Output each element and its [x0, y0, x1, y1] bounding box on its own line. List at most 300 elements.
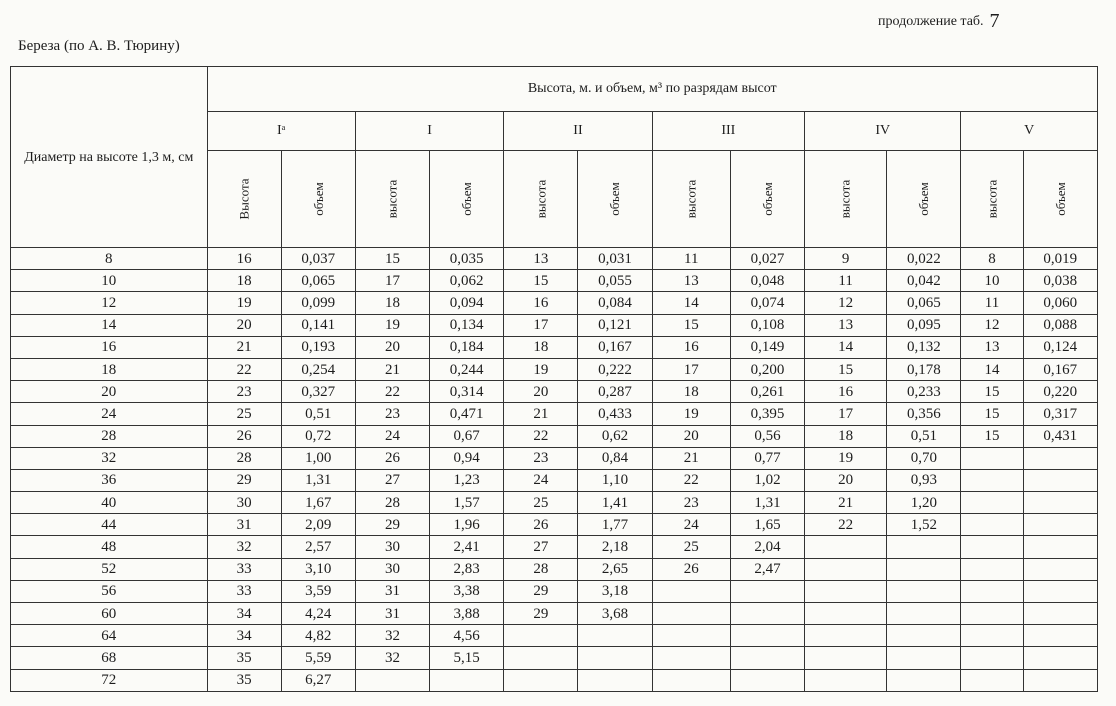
- volume-subheader: [1023, 151, 1097, 248]
- table-body: [11, 248, 1098, 692]
- table-row: [11, 358, 1098, 380]
- diameter-cell: 20: [11, 381, 208, 403]
- volume-cell: 0,84: [578, 447, 652, 469]
- height-cell: 26: [355, 447, 429, 469]
- diameter-cell: 52: [11, 558, 208, 580]
- volume-cell: 0,088: [1023, 314, 1097, 336]
- volume-cell: 0,094: [430, 292, 504, 314]
- volume-cell: 0,471: [430, 403, 504, 425]
- table-number: 7: [989, 10, 1000, 32]
- volume-cell: 0,261: [730, 381, 804, 403]
- table-row: [11, 558, 1098, 580]
- volume-subheader: [281, 151, 355, 248]
- volume-cell: [578, 669, 652, 691]
- diameter-cell: 32: [11, 447, 208, 469]
- height-subheader: [805, 151, 887, 248]
- diameter-cell: 36: [11, 469, 208, 491]
- height-class-header: I: [355, 112, 503, 151]
- volume-cell: [730, 603, 804, 625]
- height-cell: 13: [961, 336, 1023, 358]
- height-cell: 18: [652, 381, 730, 403]
- height-class-header: III: [652, 112, 804, 151]
- subheader-label: объем: [607, 181, 623, 216]
- height-cell: 21: [652, 447, 730, 469]
- height-cell: 16: [207, 248, 281, 270]
- volume-cell: 0,56: [730, 425, 804, 447]
- height-cell: [961, 492, 1023, 514]
- subheader-label: Высота: [236, 177, 252, 220]
- height-cell: [961, 580, 1023, 602]
- height-cell: [805, 669, 887, 691]
- diameter-cell: 72: [11, 669, 208, 691]
- height-cell: 12: [961, 314, 1023, 336]
- height-cell: 30: [207, 492, 281, 514]
- height-cell: 19: [355, 314, 429, 336]
- volume-cell: 3,38: [430, 580, 504, 602]
- height-cell: 28: [207, 447, 281, 469]
- height-cell: 26: [652, 558, 730, 580]
- height-cell: 21: [504, 403, 578, 425]
- height-cell: 22: [355, 381, 429, 403]
- volume-cell: 4,82: [281, 625, 355, 647]
- height-cell: 20: [504, 381, 578, 403]
- height-cell: [805, 558, 887, 580]
- volume-cell: 3,88: [430, 603, 504, 625]
- volume-cell: [1023, 647, 1097, 669]
- height-cell: 10: [961, 270, 1023, 292]
- table-row: [11, 492, 1098, 514]
- volume-cell: 0,038: [1023, 270, 1097, 292]
- height-cell: 20: [355, 336, 429, 358]
- subheader-label: высота: [384, 179, 400, 218]
- table-row: [11, 647, 1098, 669]
- diameter-cell: 12: [11, 292, 208, 314]
- volume-cell: 1,10: [578, 469, 652, 491]
- diameter-cell: 64: [11, 625, 208, 647]
- height-cell: 23: [355, 403, 429, 425]
- volume-cell: 1,52: [887, 514, 961, 536]
- height-cell: 15: [355, 248, 429, 270]
- height-cell: [504, 625, 578, 647]
- volume-cell: 0,287: [578, 381, 652, 403]
- table-row: [11, 447, 1098, 469]
- volume-cell: 1,23: [430, 469, 504, 491]
- table-header: [11, 67, 1098, 248]
- volume-cell: [1023, 625, 1097, 647]
- volume-cell: 0,019: [1023, 248, 1097, 270]
- height-cell: 24: [652, 514, 730, 536]
- subheader-label: высота: [532, 179, 548, 218]
- height-cell: [961, 647, 1023, 669]
- birch-volume-table: [10, 66, 1098, 692]
- volume-cell: [578, 647, 652, 669]
- height-cell: 18: [805, 425, 887, 447]
- volume-cell: 0,055: [578, 270, 652, 292]
- volume-cell: [730, 580, 804, 602]
- diameter-cell: 28: [11, 425, 208, 447]
- volume-cell: 0,065: [281, 270, 355, 292]
- height-cell: [961, 469, 1023, 491]
- height-cell: 17: [652, 358, 730, 380]
- volume-cell: 0,433: [578, 403, 652, 425]
- volume-cell: 0,62: [578, 425, 652, 447]
- volume-cell: [887, 625, 961, 647]
- height-cell: 18: [504, 336, 578, 358]
- height-cell: 12: [805, 292, 887, 314]
- diameter-cell: 18: [11, 358, 208, 380]
- volume-cell: 0,037: [281, 248, 355, 270]
- height-cell: 24: [355, 425, 429, 447]
- height-cell: 26: [504, 514, 578, 536]
- volume-cell: 1,20: [887, 492, 961, 514]
- volume-cell: 2,47: [730, 558, 804, 580]
- height-cell: [805, 580, 887, 602]
- volume-cell: 1,31: [281, 469, 355, 491]
- volume-cell: 1,65: [730, 514, 804, 536]
- volume-cell: [1023, 558, 1097, 580]
- height-cell: 17: [504, 314, 578, 336]
- height-cell: [805, 625, 887, 647]
- group-header-label: Высота, м. и объем, м³ по разрядам высот: [527, 81, 777, 96]
- table-row: [11, 580, 1098, 602]
- height-cell: 28: [504, 558, 578, 580]
- volume-cell: 0,356: [887, 403, 961, 425]
- height-cell: [652, 625, 730, 647]
- volume-cell: 0,51: [281, 403, 355, 425]
- table-row: [11, 425, 1098, 447]
- volume-cell: 0,395: [730, 403, 804, 425]
- height-class-header: IV: [805, 112, 961, 151]
- height-cell: 25: [504, 492, 578, 514]
- height-cell: 29: [207, 469, 281, 491]
- volume-cell: [730, 625, 804, 647]
- diameter-header: Диаметр на высоте 1,3 м, см: [11, 67, 208, 248]
- volume-cell: 0,67: [430, 425, 504, 447]
- volume-cell: 0,149: [730, 336, 804, 358]
- volume-cell: 0,108: [730, 314, 804, 336]
- height-cell: 25: [207, 403, 281, 425]
- volume-cell: [1023, 514, 1097, 536]
- volume-cell: 0,035: [430, 248, 504, 270]
- volume-cell: 0,074: [730, 292, 804, 314]
- volume-cell: [887, 580, 961, 602]
- height-cell: 14: [961, 358, 1023, 380]
- height-cell: 13: [652, 270, 730, 292]
- height-cell: [652, 603, 730, 625]
- volume-cell: 0,327: [281, 381, 355, 403]
- height-cell: 29: [504, 580, 578, 602]
- volume-cell: [887, 669, 961, 691]
- diameter-cell: 24: [11, 403, 208, 425]
- height-cell: 18: [355, 292, 429, 314]
- table-row: [11, 669, 1098, 691]
- diameter-cell: 14: [11, 314, 208, 336]
- height-subheader: [355, 151, 429, 248]
- height-subheader: [961, 151, 1023, 248]
- volume-cell: [887, 558, 961, 580]
- height-cell: 22: [504, 425, 578, 447]
- volume-cell: 0,184: [430, 336, 504, 358]
- height-cell: 13: [805, 314, 887, 336]
- volume-cell: 0,94: [430, 447, 504, 469]
- volume-cell: 0,048: [730, 270, 804, 292]
- volume-cell: 2,57: [281, 536, 355, 558]
- volume-cell: 0,51: [887, 425, 961, 447]
- volume-cell: 2,18: [578, 536, 652, 558]
- subheader-label: объем: [915, 181, 931, 216]
- height-cell: [805, 603, 887, 625]
- height-cell: 18: [207, 270, 281, 292]
- volume-cell: [1023, 447, 1097, 469]
- volume-cell: 1,77: [578, 514, 652, 536]
- height-cell: 24: [504, 469, 578, 491]
- height-class-header: Iᵃ: [207, 112, 355, 151]
- height-cell: 13: [504, 248, 578, 270]
- volume-cell: 0,042: [887, 270, 961, 292]
- height-cell: 16: [652, 336, 730, 358]
- height-cell: [355, 669, 429, 691]
- volume-cell: [1023, 580, 1097, 602]
- height-cell: 23: [504, 447, 578, 469]
- height-cell: 14: [652, 292, 730, 314]
- diameter-cell: 68: [11, 647, 208, 669]
- height-cell: 21: [207, 336, 281, 358]
- volume-cell: 1,31: [730, 492, 804, 514]
- volume-cell: 0,084: [578, 292, 652, 314]
- height-cell: 22: [652, 469, 730, 491]
- volume-cell: 0,132: [887, 336, 961, 358]
- diameter-cell: 60: [11, 603, 208, 625]
- subheader-label: высота: [984, 179, 1000, 218]
- height-subheader: [207, 151, 281, 248]
- height-cell: 11: [652, 248, 730, 270]
- table-row: [11, 381, 1098, 403]
- height-cell: 33: [207, 558, 281, 580]
- volume-cell: [1023, 536, 1097, 558]
- continuation-caption: [878, 8, 1000, 31]
- volume-cell: 0,178: [887, 358, 961, 380]
- height-cell: 14: [805, 336, 887, 358]
- volume-cell: [887, 603, 961, 625]
- volume-cell: 0,022: [887, 248, 961, 270]
- volume-cell: 0,027: [730, 248, 804, 270]
- volume-subheader: [730, 151, 804, 248]
- volume-cell: 0,193: [281, 336, 355, 358]
- volume-cell: 3,18: [578, 580, 652, 602]
- volume-cell: 1,00: [281, 447, 355, 469]
- diameter-cell: 8: [11, 248, 208, 270]
- height-cell: [961, 536, 1023, 558]
- table-row: [11, 469, 1098, 491]
- height-subheader: [504, 151, 578, 248]
- volume-cell: 0,141: [281, 314, 355, 336]
- height-cell: 20: [652, 425, 730, 447]
- volume-cell: 0,121: [578, 314, 652, 336]
- volume-cell: 5,15: [430, 647, 504, 669]
- height-class-header: V: [961, 112, 1098, 151]
- volume-cell: 0,431: [1023, 425, 1097, 447]
- volume-cell: 1,96: [430, 514, 504, 536]
- volume-cell: 0,222: [578, 358, 652, 380]
- volume-subheader: [578, 151, 652, 248]
- volume-cell: [1023, 492, 1097, 514]
- volume-cell: 0,93: [887, 469, 961, 491]
- height-cell: 20: [207, 314, 281, 336]
- volume-cell: [887, 536, 961, 558]
- volume-cell: 0,314: [430, 381, 504, 403]
- height-cell: 11: [961, 292, 1023, 314]
- height-cell: 17: [355, 270, 429, 292]
- height-cell: 25: [652, 536, 730, 558]
- height-cell: [652, 580, 730, 602]
- height-cell: 31: [355, 603, 429, 625]
- height-cell: [805, 536, 887, 558]
- subheader-label: высота: [837, 179, 853, 218]
- table-row: [11, 625, 1098, 647]
- table-row: [11, 336, 1098, 358]
- volume-cell: 2,04: [730, 536, 804, 558]
- volume-cell: [887, 647, 961, 669]
- height-cell: 26: [207, 425, 281, 447]
- height-cell: 32: [355, 625, 429, 647]
- subheader-label: объем: [310, 181, 326, 216]
- height-cell: [652, 669, 730, 691]
- table-row: [11, 536, 1098, 558]
- height-cell: 15: [652, 314, 730, 336]
- volume-cell: 0,254: [281, 358, 355, 380]
- height-cell: 22: [805, 514, 887, 536]
- height-cell: 33: [207, 580, 281, 602]
- height-cell: 9: [805, 248, 887, 270]
- height-cell: [652, 647, 730, 669]
- height-cell: 30: [355, 558, 429, 580]
- height-cell: 28: [355, 492, 429, 514]
- height-cell: [961, 447, 1023, 469]
- volume-cell: 0,70: [887, 447, 961, 469]
- volume-cell: 1,67: [281, 492, 355, 514]
- volume-cell: 0,72: [281, 425, 355, 447]
- volume-cell: 0,233: [887, 381, 961, 403]
- height-cell: 17: [805, 403, 887, 425]
- volume-cell: 5,59: [281, 647, 355, 669]
- volume-cell: 0,244: [430, 358, 504, 380]
- height-cell: 29: [355, 514, 429, 536]
- height-cell: 23: [207, 381, 281, 403]
- height-cell: [504, 669, 578, 691]
- subheader-label: объем: [759, 181, 775, 216]
- height-cell: [805, 647, 887, 669]
- volume-subheader: [887, 151, 961, 248]
- volume-cell: 2,41: [430, 536, 504, 558]
- volume-cell: 4,56: [430, 625, 504, 647]
- height-cell: 35: [207, 647, 281, 669]
- height-cell: 15: [504, 270, 578, 292]
- volume-cell: 0,134: [430, 314, 504, 336]
- height-cell: 19: [805, 447, 887, 469]
- volume-cell: 2,09: [281, 514, 355, 536]
- height-cell: 34: [207, 625, 281, 647]
- table-row: [11, 403, 1098, 425]
- volume-cell: [730, 647, 804, 669]
- volume-cell: 0,099: [281, 292, 355, 314]
- height-cell: 27: [355, 469, 429, 491]
- height-cell: [961, 558, 1023, 580]
- height-cell: [961, 669, 1023, 691]
- volume-cell: 3,68: [578, 603, 652, 625]
- volume-cell: [430, 669, 504, 691]
- height-cell: [961, 625, 1023, 647]
- volume-cell: [578, 625, 652, 647]
- height-cell: 16: [504, 292, 578, 314]
- height-cell: [504, 647, 578, 669]
- height-cell: 29: [504, 603, 578, 625]
- volume-cell: [1023, 669, 1097, 691]
- volume-subheader: [430, 151, 504, 248]
- height-cell: [961, 603, 1023, 625]
- table-row: [11, 248, 1098, 270]
- volume-cell: 1,57: [430, 492, 504, 514]
- height-cell: 19: [504, 358, 578, 380]
- volume-cell: 0,167: [578, 336, 652, 358]
- height-cell: 31: [207, 514, 281, 536]
- diameter-cell: 10: [11, 270, 208, 292]
- height-cell: 21: [805, 492, 887, 514]
- height-cell: 22: [207, 358, 281, 380]
- group-header: [207, 67, 1097, 112]
- volume-cell: 2,65: [578, 558, 652, 580]
- subheader-label: высота: [683, 179, 699, 218]
- volume-cell: 0,124: [1023, 336, 1097, 358]
- volume-cell: 6,27: [281, 669, 355, 691]
- table-title: Береза (по А. В. Тюрину): [18, 38, 180, 54]
- height-cell: 32: [355, 647, 429, 669]
- height-class-header: II: [504, 112, 652, 151]
- volume-cell: [1023, 469, 1097, 491]
- volume-cell: 0,031: [578, 248, 652, 270]
- table-row: [11, 514, 1098, 536]
- subheader-label: объем: [1052, 181, 1068, 216]
- diameter-cell: 56: [11, 580, 208, 602]
- volume-cell: 2,83: [430, 558, 504, 580]
- height-cell: 30: [355, 536, 429, 558]
- volume-cell: [730, 669, 804, 691]
- volume-cell: 4,24: [281, 603, 355, 625]
- table-row: [11, 292, 1098, 314]
- continuation-label: продолжение таб.: [878, 14, 984, 29]
- height-cell: 11: [805, 270, 887, 292]
- height-subheader: [652, 151, 730, 248]
- height-cell: 27: [504, 536, 578, 558]
- volume-cell: 0,060: [1023, 292, 1097, 314]
- height-cell: 35: [207, 669, 281, 691]
- volume-cell: 1,02: [730, 469, 804, 491]
- volume-cell: 3,59: [281, 580, 355, 602]
- volume-cell: 0,317: [1023, 403, 1097, 425]
- height-cell: 19: [207, 292, 281, 314]
- volume-cell: 0,167: [1023, 358, 1097, 380]
- table-row: [11, 603, 1098, 625]
- volume-cell: 0,065: [887, 292, 961, 314]
- diameter-cell: 48: [11, 536, 208, 558]
- table-row: [11, 270, 1098, 292]
- height-cell: 32: [207, 536, 281, 558]
- height-cell: 15: [961, 381, 1023, 403]
- height-cell: 15: [961, 425, 1023, 447]
- subheader-label: объем: [458, 181, 474, 216]
- volume-cell: 1,41: [578, 492, 652, 514]
- table-row: [11, 314, 1098, 336]
- volume-cell: 0,200: [730, 358, 804, 380]
